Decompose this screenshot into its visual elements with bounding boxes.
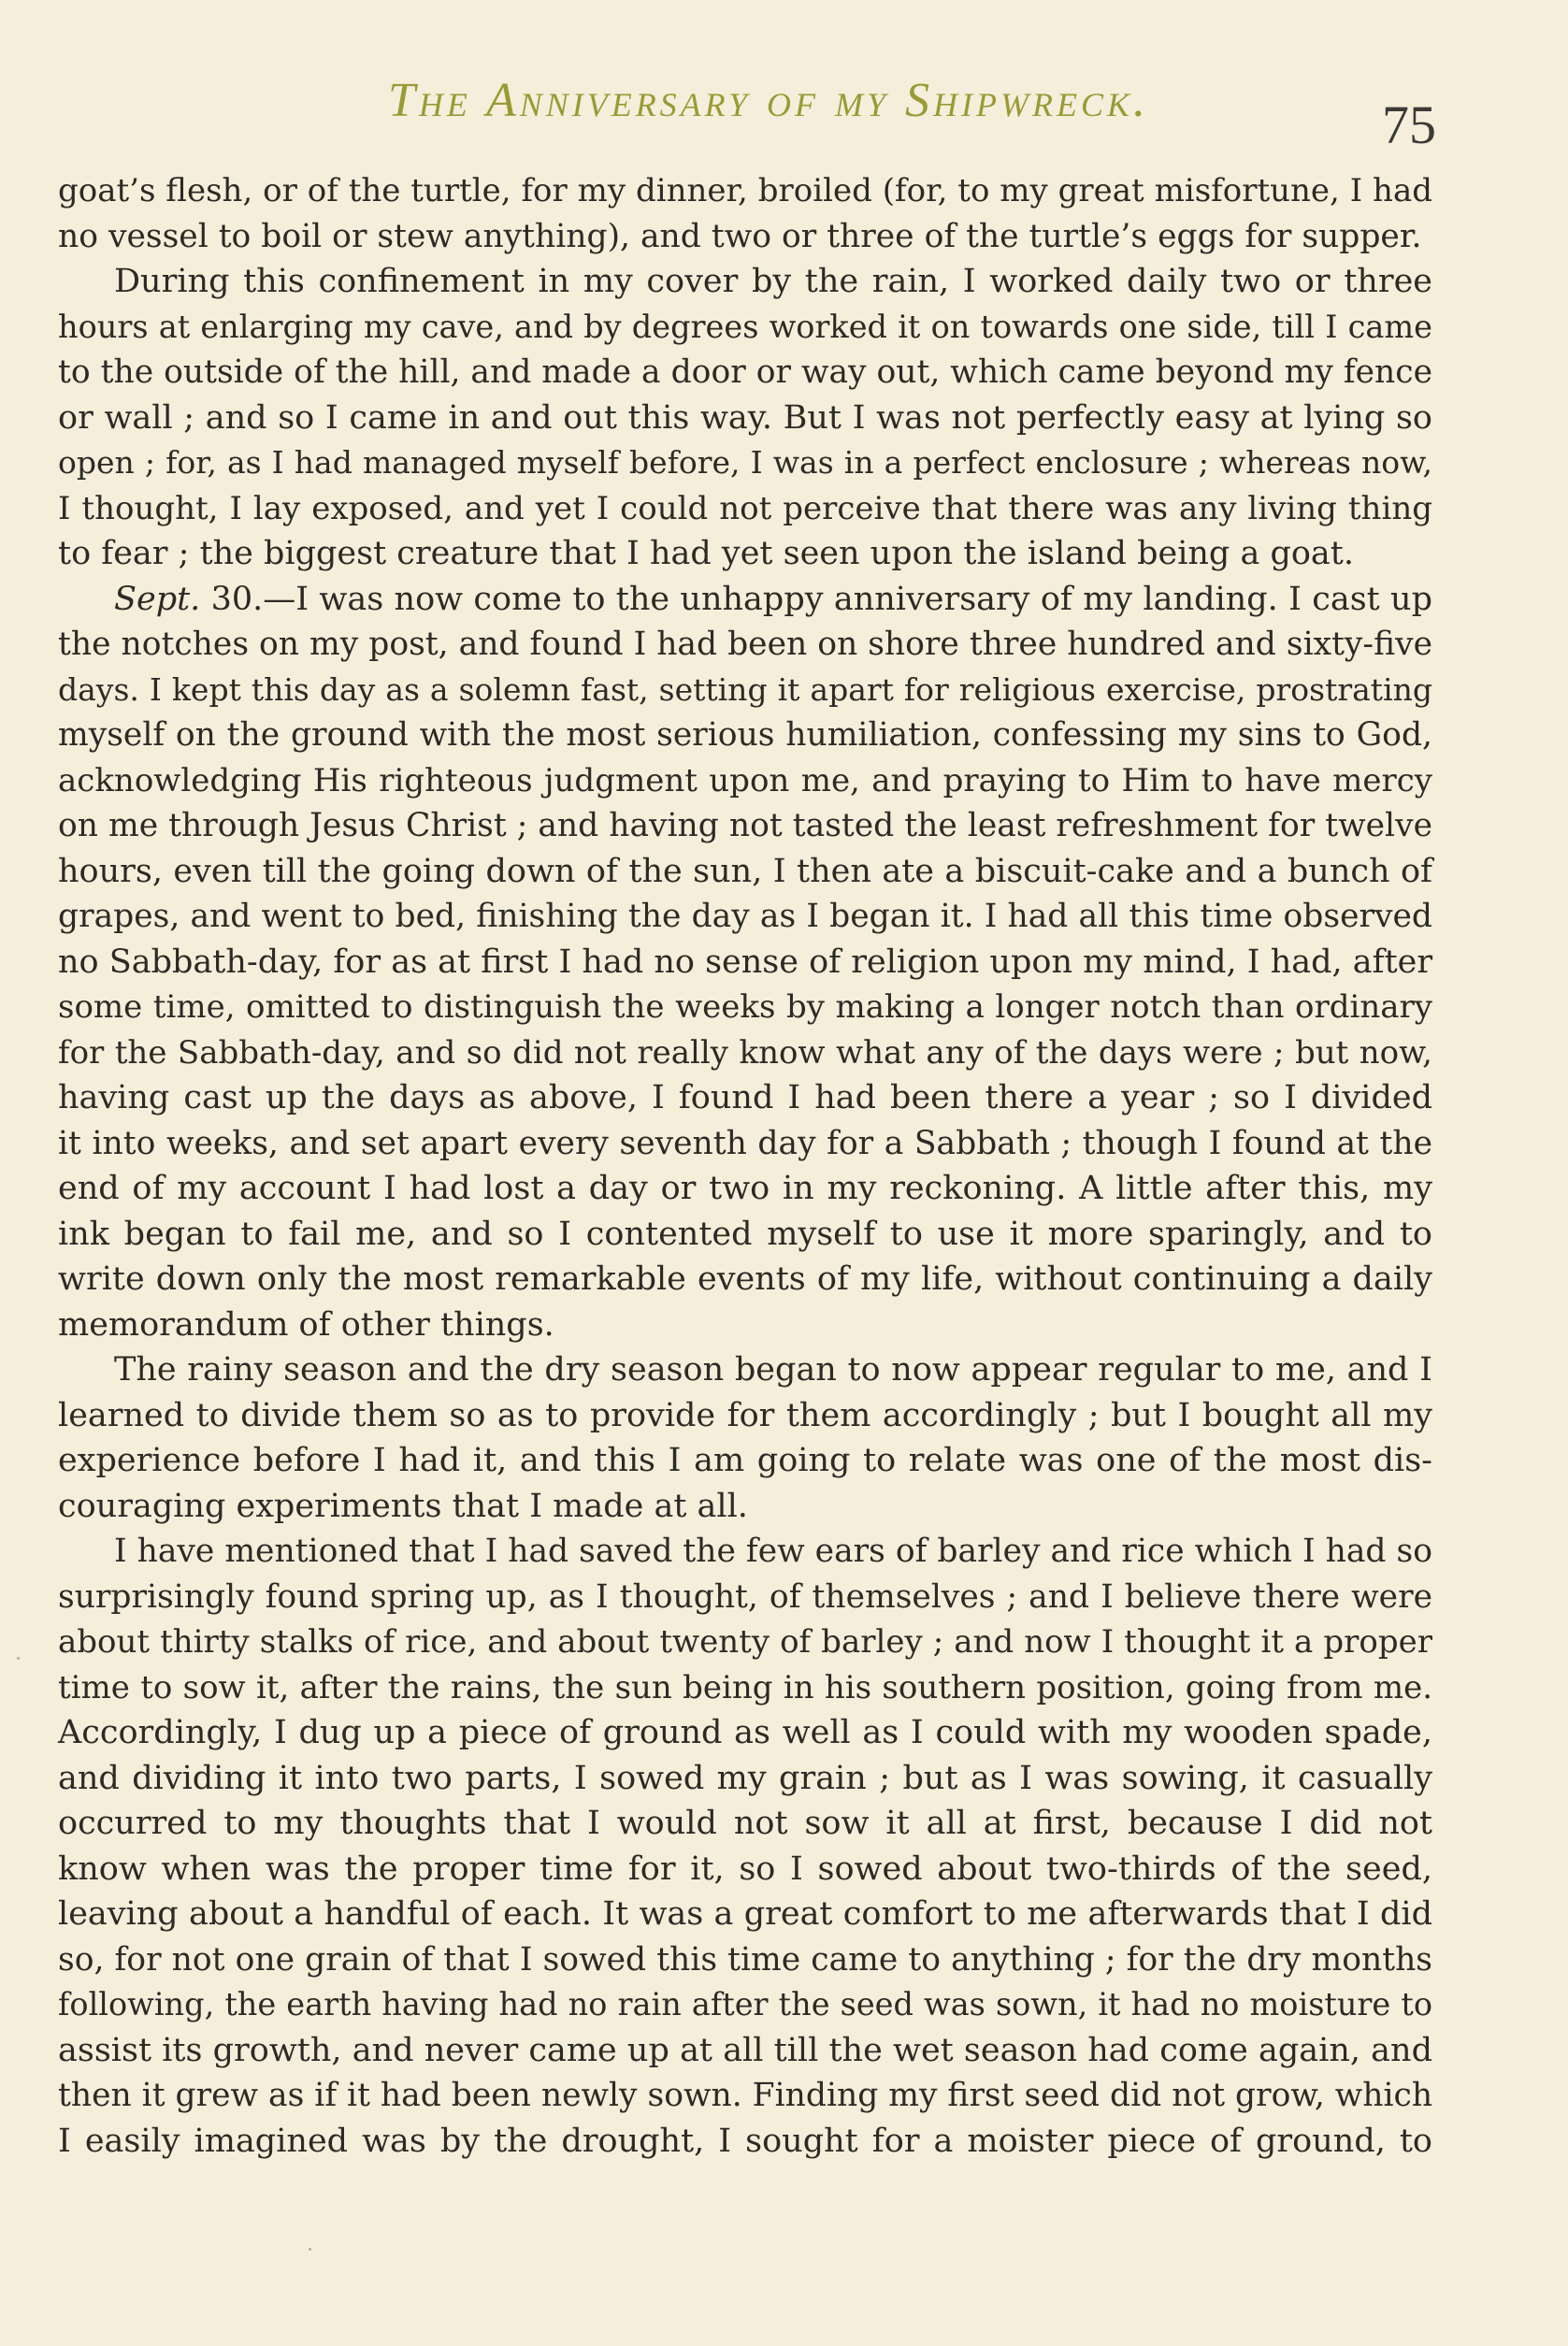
- text-line: know when was the proper time for it, so I sowed about two-thirds of the seed,: [58, 1849, 1432, 1888]
- text-line: ink began to fail me, and so I contented myself to use it more sparingly, and to: [58, 1215, 1432, 1253]
- text-line: memorandum of other things.: [58, 1305, 554, 1344]
- text-line: write down only the most remarkable events of my life, without continuing a daily: [58, 1260, 1432, 1298]
- text-line: goat’s flesh, or of the turtle, for my dinner, broiled (for, to my great misfortune, I had: [58, 172, 1432, 209]
- text-line: [58, 577, 1432, 623]
- text-line: no vessel to boil or stew anything), and two or three of the turtle’s eggs for supper.: [58, 217, 1422, 255]
- text-line: The rainy season and the dry season began to now appear regular to me, and I: [114, 1351, 1432, 1389]
- text-line: surprisingly found spring up, as I thought, of themselves ; and I believe there were: [58, 1577, 1432, 1616]
- text-line: or wall ; and so I came in and out this way. But I was not perfectly easy at lying so: [58, 398, 1432, 437]
- text-line: it into weeks, and set apart every seventh day for a Sabbath ; though I found at the: [58, 1124, 1432, 1162]
- text-line: following, the earth having had no rain after the seed was sown, it had no moisture to: [58, 1986, 1432, 2022]
- text-line: days. I kept this day as a solemn fast, setting it apart for religious exercise, prostrating: [58, 670, 1432, 708]
- text-line: occurred to my thoughts that I would not sow it all at first, because I did not: [58, 1805, 1432, 1842]
- text-line: and dividing it into two parts, I sowed my grain ; but as I was sowing, it casually: [58, 1759, 1432, 1797]
- text-line: learned to divide them so as to provide for them accordingly ; but I bought all my: [58, 1396, 1432, 1434]
- text-line: acknowledging His righteous judgment upon me, and praying to Him to have mercy: [58, 761, 1432, 799]
- text-line: grapes, and went to bed, finishing the day as I began it. I had all this time observed: [58, 898, 1432, 935]
- text-line: I have mentioned that I had saved the few ears of barley and rice which I had so: [114, 1533, 1432, 1570]
- text-line: end of my account I had lost a day or two in my reckoning. A little after this, my: [58, 1170, 1432, 1207]
- text-line: I easily imagined was by the drought, I sought for a moister piece of ground, to: [58, 2122, 1432, 2160]
- text-line: having cast up the days as above, I found I had been there a year ; so I divided: [58, 1079, 1432, 1116]
- text-line: no Sabbath-day, for as at first I had no sense of religion upon my mind, I had, after: [58, 943, 1433, 981]
- text-line: hours at enlarging my cave, and by degrees worked it on towards one side, till I came: [58, 308, 1432, 345]
- date-sept: Sept.: [114, 580, 201, 618]
- text-line: the notches on my post, and found I had been on shore three hundred and sixty-five: [58, 626, 1432, 663]
- text-line: During this confinement in my cover by the rain, I worked daily two or three: [114, 263, 1432, 300]
- running-title: The Anniversary of my Shipwreck.: [387, 74, 1150, 127]
- page-number: 75: [1382, 94, 1436, 155]
- text-line: I thought, I lay exposed, and yet I could not perceive that there was any living thing: [58, 489, 1432, 527]
- text-line: time to sow it, after the rains, the sun being in his southern position, going from me.: [58, 1668, 1432, 1706]
- text-line: then it grew as if it had been newly sown. Finding my first seed did not grow, which: [58, 2077, 1433, 2114]
- margin-speck: [17, 1657, 20, 1660]
- text-line: experience before I had it, and this I am going to relate was one of the most dis-: [58, 1442, 1432, 1479]
- text-line: to fear ; the biggest creature that I had yet seen upon the island being a goat.: [58, 535, 1354, 572]
- text-line: myself on the ground with the most serious humiliation, confessing my sins to God,: [58, 716, 1432, 754]
- page-body: [58, 168, 1432, 2164]
- text-line-rest: 30.—I was now come to the unhappy anniversary of my landing. I cast up: [200, 580, 1432, 618]
- text-line: couraging experiments that I made at all.: [58, 1487, 748, 1525]
- text-line: on me through Jesus Christ ; and having not tasted the least refreshment for twelve: [58, 807, 1432, 844]
- text-line: about thirty stalks of rice, and about twenty of barley ; and now I thought it a proper: [58, 1623, 1432, 1661]
- text-line: some time, omitted to distinguish the weeks by making a longer notch than ordinary: [58, 988, 1432, 1026]
- text-line: Accordingly, I dug up a piece of ground as well as I could with my wooden spade,: [58, 1714, 1432, 1751]
- text-line: so, for not one grain of that I sowed this time came to anything ; for the dry months: [58, 1940, 1432, 1979]
- text-line: leaving about a handful of each. It was a great comfort to me afterwards that I did: [58, 1895, 1432, 1933]
- text-line: to the outside of the hill, and made a door or way out, which came beyond my fence: [58, 353, 1432, 391]
- text-line: for the Sabbath-day, and so did not really know what any of the days were ; but now,: [58, 1033, 1432, 1072]
- text-line: open ; for, as I had managed myself before, I was in a perfect enclosure ; whereas now,: [58, 444, 1432, 481]
- text-line: assist its growth, and never came up at all till the wet season had come again, and: [58, 2031, 1432, 2069]
- text-line: hours, even till the going down of the sun, I then ate a biscuit-cake and a bunch of: [58, 852, 1432, 890]
- margin-speck: [309, 2248, 311, 2251]
